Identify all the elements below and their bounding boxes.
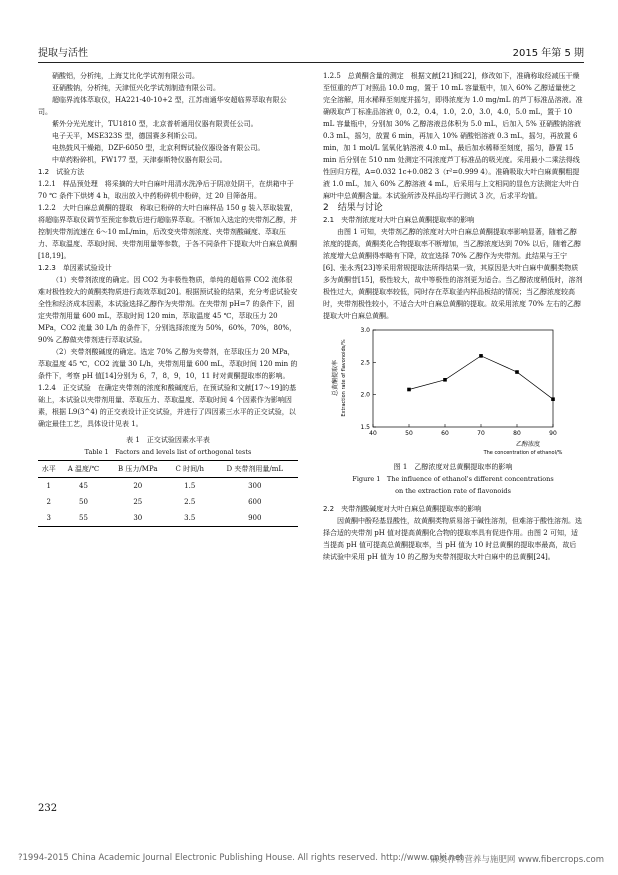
table-row: [38, 494, 298, 510]
table-header: B 压力/MPa: [108, 461, 168, 478]
table-cell: 1.5: [184, 482, 196, 490]
y-tick-label: 2.0: [360, 391, 370, 399]
x-tick-label: 60: [441, 430, 449, 437]
table-row: [38, 478, 298, 495]
paragraph-1-2-5: 1.2.5 总黄酮含量的测定 根据文献[21]和[22]，修改如下，准确称取经减压干燥至恒重的芦丁对照品 10.0 mg，置于 10 mL 容量瓶中，加入 60% 乙醇适量使之完全溶解，用水稀释至刻度并摇匀，即得浓度为 1.0 mg/mL 的芦丁标准品溶液。准确吸取芦丁标准品溶液 0，0.2，0.4，1.0，2.0，3.0，4.0，5.0 mL，置于 10 mL 容量瓶中，分别加 30% 乙醇溶液总体积为 5.0 mL，后加入 5% 亚硝酸钠溶液 0.3 mL，摇匀，放置 6 min，再加入 10% 硝酸铝溶液 0.3 mL，摇匀，再放置 6 min，加 1 mol/L 氢氧化钠溶液 4.0 mL，最后加水稀释至刻度，摇匀，静置 15 min 后分别在 510 nm 处测定不同浓度芦丁标准品的吸光度。采用最小二乘法得线性回归方程，A=0.032 1c+0.082 3（r²=0.999 4）。准确吸取大叶白麻黄酮粗提液 1.0 mL，加入 60% 乙醇溶液 4 mL，后采用与上文相同的显色方法测定大叶白麻叶中总黄酮含量。本试验所涉及样品均平行测试 3 次，后求平均值。: [323, 72, 583, 200]
x-tick-label: 50: [405, 430, 413, 437]
y-tick-label: 3.0: [360, 327, 370, 334]
paragraph-1-2-4: 1.2.4 正交试验 在确定夹带剂的浓度和酸碱度后，在预试验和文献[17～19]的基础上，本试验以夹带剂用量、萃取压力、萃取温度、萃取时间 4 个因素作为影响因素，根据 L9(3^4) 的正交表设计正交试验，并进行了四因素三水平的正交试验，以确定最佳工艺，具体设计见表 1。: [38, 384, 297, 428]
table-cell: 2.5: [184, 498, 196, 506]
page-number: 232: [38, 803, 58, 814]
table-title-cn: 表 1 正交试验因素水平表: [126, 436, 210, 444]
table-cell: 2: [46, 498, 51, 506]
table-cell: 900: [212, 510, 298, 527]
x-axis-label-en: The concentration of ethanol/%: [483, 450, 563, 456]
paragraph-2-2: 因黄酮中酚羟基显酸性，故黄酮类物质易溶于碱性溶剂，但难溶于酸性溶剂。选择合适的夹带剂 pH 值对提高黄酮化合物的提取率具有促进作用。由图 2 可知，适当提高 pH 值可提高总黄酮提取率，当 pH 值为 10 时总黄酮的提取率最高，故后续试验中采用 pH 值为 10 的乙醇为夹带剂提取大叶白麻中的总黄酮[24]。: [323, 517, 582, 561]
y-axis-label-cn: 总黄酮提取率: [332, 359, 339, 397]
data-point: [479, 354, 483, 358]
x-tick-label: 90: [549, 430, 557, 437]
table-header: D 夹带剂用量/mL: [212, 461, 298, 478]
section-heading-2-2: 2.2 夹带剂酸碱度对大叶白麻总黄酮提取率的影响: [323, 505, 482, 513]
table-header: C 时间/h: [168, 461, 212, 478]
table-title-en: Table 1 Factors and levels list of orthogonal tests: [84, 448, 252, 456]
paragraph-ethanol-concentration: （1）夹带剂浓度的确定。因 CO2 为非极性物质，单纯的超临界 CO2 流体很难对极性较大的黄酮类物质进行高效萃取[20]。根据预试验的结果，充分考虑试验安全性和经济成本因素，本试验选择乙醇作为夹带剂。在夹带剂 pH=7 的条件下，固定夹带剂用量 600 mL，萃取时间 120 min，萃取温度 45 ℃，萃取压力 20 MPa，CO2 流量 30 L/h 的条件下，分别选择浓度为 50%，60%，70%，80%，90% 乙醇做夹带剂进行萃取试验。: [38, 276, 298, 344]
table-header: 水平: [38, 461, 59, 478]
section-heading-2-1: 2.1 夹带剂浓度对大叶白麻总黄酮提取率的影响: [323, 216, 475, 224]
equipment-item: 紫外分光光度计，TU1810 型，北京普析通用仪器有限责任公司。: [52, 120, 258, 128]
figure-1-chart: [323, 322, 583, 457]
series-line: [409, 356, 553, 399]
data-point: [443, 378, 447, 382]
running-header-right: 2015 年第 5 期: [512, 48, 584, 59]
figure-caption-en-line2: on the extraction rate of flavonoids: [395, 487, 511, 495]
table-cell: 600: [248, 498, 262, 506]
section-heading-1-2-3: 1.2.3 单因素试验设计: [38, 264, 112, 272]
y-tick-label: 1.5: [360, 424, 370, 431]
paragraph-2-1: 由图 1 可知，夹带剂乙醇的浓度对大叶白麻总黄酮提取率影响显著，随着乙醇浓度的提高，黄酮类化合物提取率不断增加，当乙醇浓度达到 70% 以后，随着乙醇浓度增大总黄酮得率略有下降，故宜选择 70% 乙醇作为夹带剂。此结果与王宁[6]、张永秀[23]等采用常规提取法所得结果一致，其原因是大叶白麻中黄酮类物质多为黄酮苷[15]，极性较大，故中等极性的溶剂更为适合。当乙醇浓度稍低时，溶剂极性过大，黄酮提取率较低，同时存在萃取釜内样品板结的情况；当乙醇浓度较高时，夹带剂极性较小，不适合大叶白麻总黄酮的提取。故采用浓度 70% 左右的乙醇提取大叶白麻总黄酮。: [323, 228, 583, 320]
table-row: [38, 510, 298, 527]
y-tick-label: 2.5: [360, 359, 370, 367]
x-tick-label: 80: [513, 430, 521, 437]
table-cell: 3: [38, 510, 59, 527]
equipment-item: 亚硝酸钠，分析纯，天津恒兴化学试剂制造有限公司。: [52, 84, 220, 92]
equipment-item: 电热鼓风干燥箱，DZF-6050 型，北京利辉试验仪器设备有限公司。: [52, 144, 265, 152]
orthogonal-table: [38, 460, 298, 527]
table-cell: 45: [79, 482, 88, 490]
header-rule: [38, 62, 584, 63]
equipment-item: 硝酸铝，分析纯，上海艾比化学试剂有限公司。: [52, 72, 199, 80]
data-point: [551, 397, 555, 401]
table-cell: 3.5: [168, 510, 212, 527]
x-axis-label-cn: 乙醇浓度: [515, 441, 541, 448]
table-cell: 25: [133, 498, 143, 506]
table-cell: 55: [59, 510, 107, 527]
section-heading-2: 2 结果与讨论: [323, 203, 383, 213]
equipment-item: 电子天平，MSE323S 型，德国赛多利斯公司。: [52, 132, 202, 140]
figure-caption-en: Figure 1 The influence of ethanol's different concentrations: [352, 475, 554, 483]
equipment-item: 中草药粉碎机，FW177 型，天津泰斯特仪器有限公司。: [52, 156, 227, 164]
data-point: [515, 370, 519, 374]
figure-caption-cn: 图 1 乙醇浓度对总黄酮提取率的影响: [393, 463, 513, 471]
copyright-footer: ?1994-2015 China Academic Journal Electronic Publishing House. All rights reserved. http://www.cnki.net: [18, 853, 464, 863]
watermark-text: 麻类作物营养与施肥网 www.fibercrops.com: [430, 855, 604, 865]
data-point: [407, 388, 411, 392]
running-header-left: 提取与活性: [38, 48, 88, 59]
y-axis-label-en: Extraction rate of flavonoids/%: [341, 339, 347, 417]
table-header: A 温度/℃: [59, 461, 107, 478]
left-column: [38, 70, 298, 527]
paragraph-ph: （2）夹带剂酸碱度的确定。选定 70% 乙醇为夹带剂，在萃取压力 20 MPa，萃取温度 45 ℃，CO2 流量 30 L/h，夹带剂用量 600 mL，萃取时间 120 min 的条件下，考察 pH 值[14]分别为 6，7，8，9，10，11 时对黄酮提取率的影响。: [38, 348, 298, 380]
paragraph-1-2-2: 1.2.2 大叶白麻总黄酮的提取 称取已粉碎的大叶白麻样品 150 g 装入萃取装置，将超临界萃取仪调节至预定参数后进行超临界萃取。不断加入选定的夹带剂乙醇，并控制夹带剂流速在 6～10 mL/min，后改变夹带剂浓度、夹带剂酸碱度、萃取压力、萃取温度、萃取时间、夹带剂用量等参数，于各不同条件下提取大叶白麻总黄酮[18,19]。: [38, 204, 298, 260]
table-cell: 50: [79, 498, 88, 506]
table-cell: 1: [46, 482, 51, 490]
right-column: [323, 70, 583, 563]
figure-1: [323, 322, 583, 457]
x-tick-label: 40: [369, 430, 377, 437]
x-tick-label: 70: [477, 430, 485, 437]
equipment-item: 超临界流体萃取仪，HA221-40-10+2 型，江苏南通华安超临界萃取有限公司。: [38, 96, 287, 116]
table-cell: 300: [248, 482, 262, 490]
section-heading-1-2: 1.2 试验方法: [38, 168, 85, 176]
table-cell: 30: [108, 510, 168, 527]
paragraph-1-2-1: 1.2.1 样品预处理 将采摘的大叶白麻叶用清水洗净后于阴凉处阴干，在烘箱中于 70 ℃ 条件下烘烤 4 h，取出放入中药粉碎机中粉碎，过 20 目筛备用。: [38, 180, 294, 200]
table-cell: 20: [133, 482, 143, 490]
